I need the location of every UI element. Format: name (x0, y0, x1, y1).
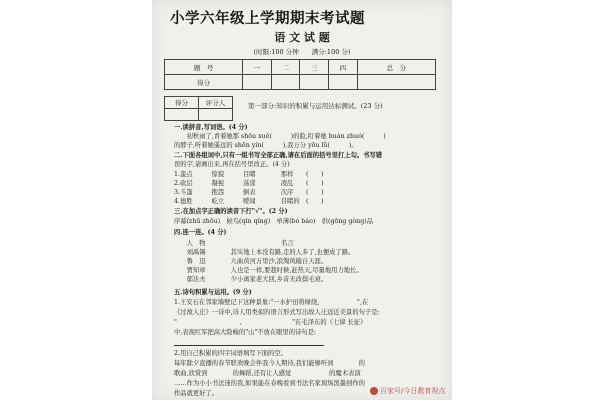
watermark-logo-icon (370, 387, 378, 395)
question-line: 1.王安石在邻家墙壁记下这种景象:"一水护田将绿绕, ",在 (174, 299, 369, 306)
match-line: 郁达夫 少小离家老大回,乡音无改鬓毛衰。 (174, 276, 328, 283)
question-line: 作品就更好了。 (174, 390, 219, 397)
match-line: 刘禹锡 其实地上本没有路,走的人多了,也便成了路。 (174, 249, 355, 256)
watermark (370, 386, 445, 396)
exam-paper (152, 0, 452, 400)
score-cell (329, 75, 358, 90)
score-cell (271, 75, 300, 90)
question-line: 的脖子,听着她遥远的 shēn yín( ),我万分 yōu lǜ( )。 (174, 142, 358, 149)
section-heading: 二.下面各组词中,只有一组书写全部正确,请在后面的括号里打上勾。书写错 (174, 152, 383, 159)
score-cell (243, 75, 272, 90)
option-line: 3.斗篷 抱怨 倒表 次序 ( ) (174, 189, 324, 196)
watermark-text: 百家号/今日教育视点 (380, 387, 446, 395)
score-table (164, 59, 436, 90)
score-table-header-cell: 题 号 (165, 60, 243, 75)
question-line: 序幕(zhū zhōu) 候鸟(qín qíng) 单薄(bó báo) 供(gōng gòng)品 (174, 218, 374, 225)
part-heading: 第一部分:知识的积累与运用达标测试。(23 分) (248, 102, 383, 110)
match-line: 贾知章 人也是一样,要趁时候,赶热天,尽量地用力地长。 (174, 267, 363, 274)
score-table-header-cell: 一 (243, 60, 272, 75)
section-heading: 一.读拼音,写词语。(4 分) (174, 124, 248, 131)
question-line: 每年除夕直播的春节联欢晚会伴我今人期待,我们能够听到 的 (174, 360, 365, 367)
question-line: 误的字,请画出来,再在括号里改正。(4 分) (174, 161, 290, 168)
score-table-header-cell: 三 (300, 60, 329, 75)
grader-score-cell (165, 109, 199, 121)
score-table-header-cell: 总 分 (357, 60, 435, 75)
option-line: 2.砍层 凝视 荡漾 凌乱 ( ) (174, 180, 324, 187)
score-table-header-cell: 二 (271, 60, 300, 75)
section-heading: 三.在加点字正确的读音下打"√"。(2 分) (174, 208, 288, 215)
score-cell (357, 75, 435, 90)
score-table-header-row (165, 60, 436, 75)
score-table-score-row (165, 75, 436, 90)
grader-name-cell (199, 109, 233, 121)
match-line: 鲁 迅 九曲黄河万里沙,浪淘风簸自天涯。 (174, 258, 328, 265)
option-line: 4.德胜 屹立 嗳闻 目睹的 ( ) (174, 198, 324, 205)
question-line: " , "在毛泽东的《七律 长征》 (174, 319, 367, 326)
section-heading: 五.诗句积累与运用。(9 分) (174, 289, 252, 296)
score-row-label: 得分 (165, 75, 243, 90)
exam-main-title: 小学六年级上学期期末考试题 (170, 11, 365, 27)
score-cell (300, 75, 329, 90)
grader-box (164, 96, 233, 121)
section-heading: 四.连一连。(4 分) (174, 229, 227, 236)
score-table-header-cell: 四 (329, 60, 358, 75)
option-line: 1.蛮点 惊貌 目睹 那样 ( ) (174, 171, 324, 178)
question-line: ……作为小小书法迷的我,如果能在春晚看到书法名家现场泼墨创作的 (174, 380, 365, 387)
subject-title: 语 文 试 题 (274, 31, 330, 44)
answer-blank (174, 339, 324, 346)
grader-score-label: 得分 (165, 97, 199, 109)
match-header: 人 物 名言 (174, 240, 294, 247)
grader-name-label: 评分人 (199, 97, 233, 109)
question-line: 初秋雨了,青着她那 shōu xuě( )的脸,盯着她 huán zhuó( ) (174, 133, 386, 140)
answer-blank-line (174, 339, 324, 349)
question-line: 2.用自己积累的四字词语填写下面的空。 (174, 350, 288, 357)
time-limit-line: (时限:100 分钟 满分:100 分) (253, 48, 351, 56)
question-line: 《过故人庄》一诗中,诗人用类似的语言形式写出故人庄远近美景的句子是: (174, 309, 380, 316)
question-line: 歌曲,欣赏到 的舞蹈,还有让人感觉 的魔术表演 (174, 370, 361, 377)
question-line: 中,表现红军把高大险峻的"山"不放在眼里的诗句是: (174, 329, 317, 336)
